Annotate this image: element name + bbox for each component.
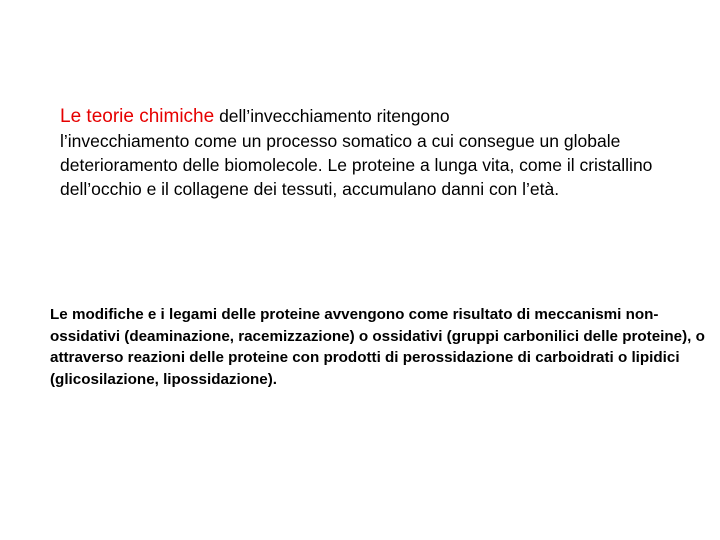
detail-paragraph: Le modifiche e i legami delle proteine avvengono come risultato di meccanismi non-ossidativi (deaminazione, racemizzazione) o ossidativi (gruppi carbonilici delle proteine), o attraverso reazioni delle proteine con prodotti di perossidazione di carboidrati o lipidici (glicosilazione, lipossidazione). [50, 306, 705, 388]
intro-body-text: l’invecchiamento come un processo somatico a cui consegue un globale deterioramento delle biomolecole. Le proteine a lunga vita, come il cristallino dell’occhio e il collagene dei tessuti, accumulano danni con l’età. [60, 131, 653, 199]
intro-first-line [60, 104, 710, 129]
intro-highlight-phrase: Le teorie chimiche [60, 106, 215, 127]
intro-paragraph [60, 104, 710, 201]
intro-first-line-rest: dell’invecchiamento ritengono [214, 106, 450, 126]
